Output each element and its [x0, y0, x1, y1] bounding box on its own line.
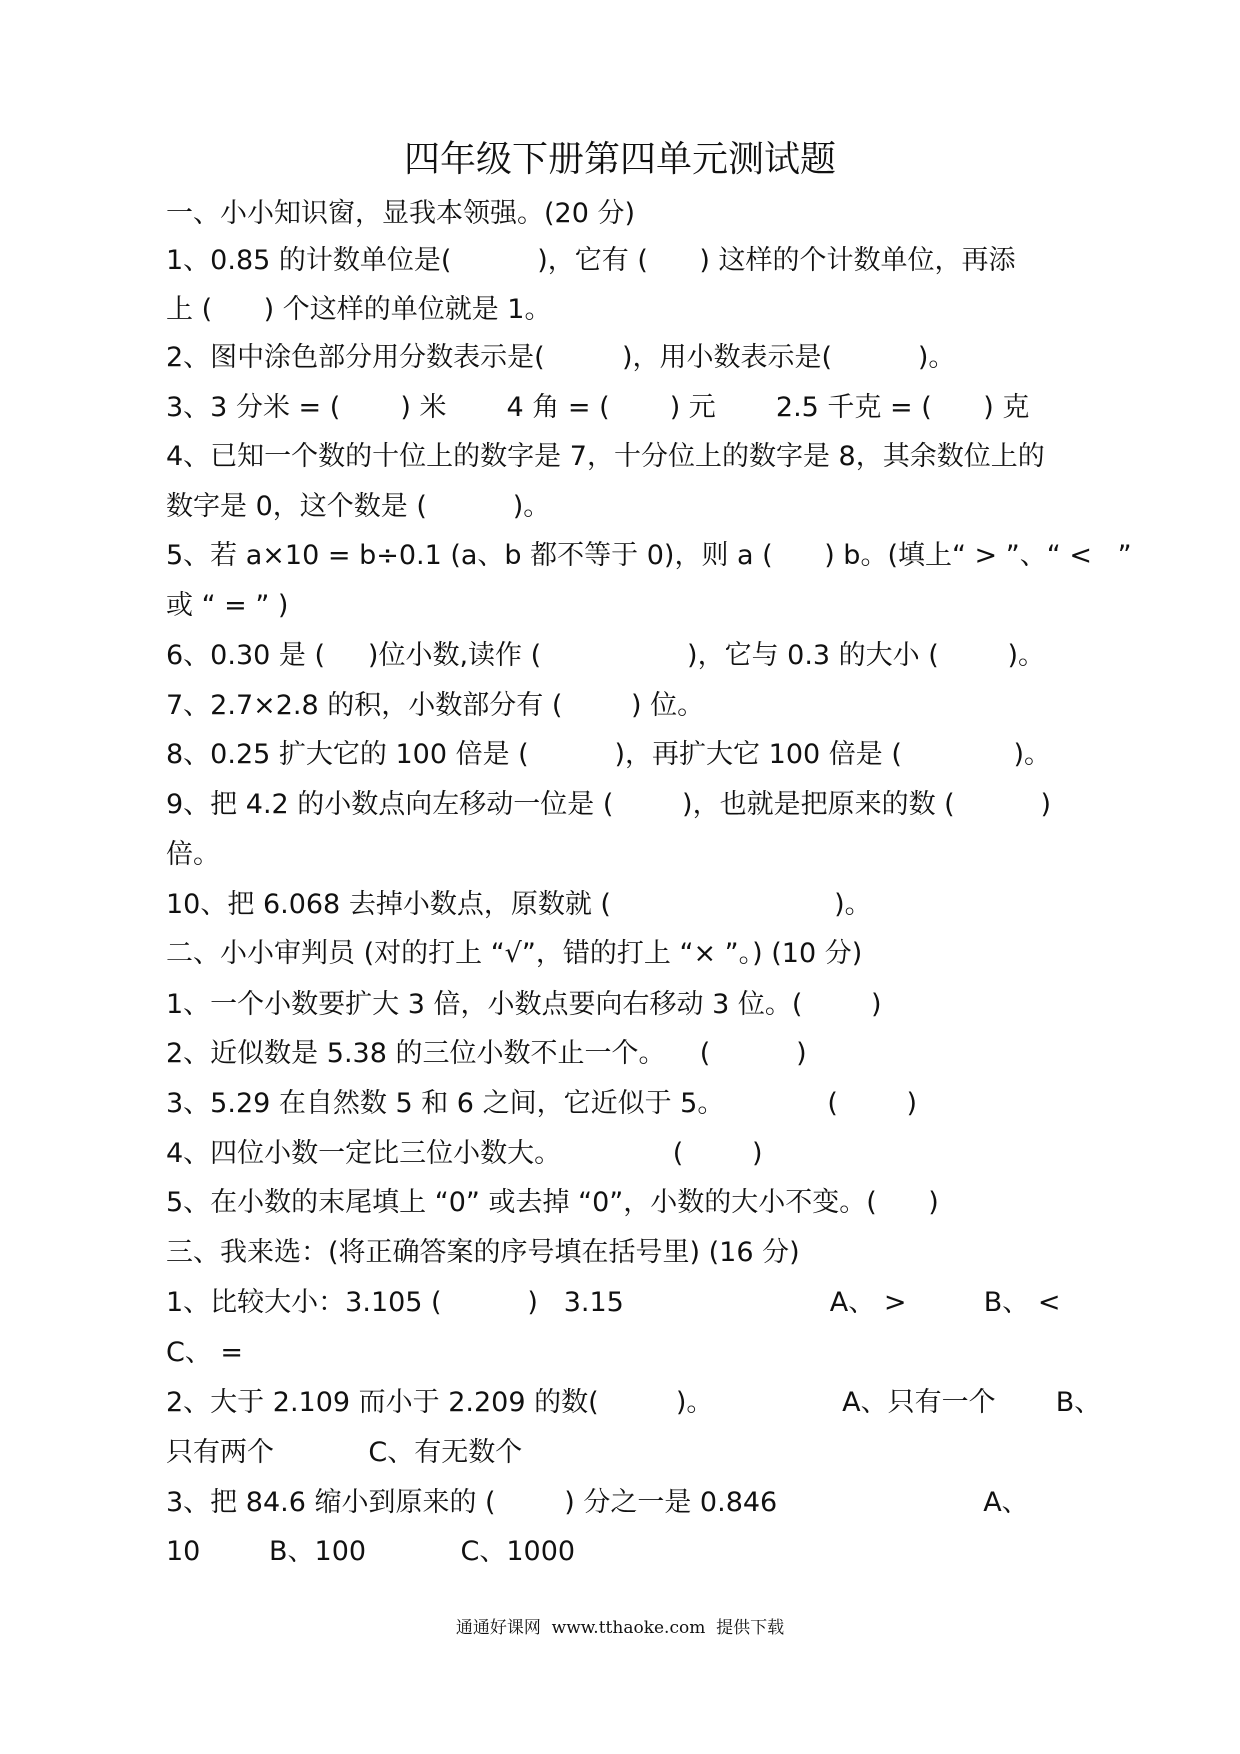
question-line: 5、在小数的末尾填上 “0” 或去掉 “0”，小数的大小不变。( ): [166, 1187, 939, 1218]
question-line: 4、四位小数一定比三位小数大。 ( ): [166, 1138, 763, 1169]
section-heading-2: 二、小小审判员 (对的打上 “√”，错的打上 “× ”。) (10 分): [166, 938, 863, 969]
question-line: 只有两个 C、有无数个: [166, 1437, 523, 1468]
section-heading-1: 一、小小知识窗，显我本领强。(20 分): [166, 198, 636, 229]
question-line: 6、0.30 是 ( )位小数,读作 ( )，它与 0.3 的大小 ( )。: [166, 640, 1045, 671]
question-line: 10、把 6.068 去掉小数点，原数就 ( )。: [166, 889, 872, 920]
question-line: 2、近似数是 5.38 的三位小数不止一个。 ( ): [166, 1038, 807, 1069]
question-line: 4、已知一个数的十位上的数字是 7，十分位上的数字是 8，其余数位上的: [166, 441, 1045, 472]
question-line: 10 B、100 C、1000: [166, 1536, 576, 1567]
footer-credit: 通通好课网 www.tthaoke.com 提供下载: [455, 1618, 785, 1638]
question-line: 3、3 分米 = ( ) 米 4 角 = ( ) 元 2.5 千克 = ( ) 克: [166, 392, 1030, 423]
question-line: 倍。: [166, 839, 220, 870]
question-line: 上 ( ) 个这样的单位就是 1。: [166, 294, 552, 325]
question-line: 2、大于 2.109 而小于 2.209 的数( )。 A、只有一个 B、: [166, 1387, 1102, 1418]
question-line: 或 “ = ” ): [166, 590, 289, 621]
question-line: 1、比较大小：3.105 ( ) 3.15 A、 > B、 <: [166, 1287, 1061, 1318]
question-line: 5、若 a×10 = b÷0.1 (a、b 都不等于 0)，则 a ( ) b。(填上“ > ”、“ < ”: [166, 540, 1132, 571]
page-title: 四年级下册第四单元测试题: [403, 139, 836, 180]
question-line: 数字是 0，这个数是 ( )。: [166, 491, 551, 522]
question-line: 9、把 4.2 的小数点向左移动一位是 ( )，也就是把原来的数 ( ): [166, 789, 1052, 820]
question-line: 1、0.85 的计数单位是( )，它有 ( ) 这样的个计数单位，再添: [166, 245, 1016, 276]
question-line: 2、图中涂色部分用分数表示是( )，用小数表示是( )。: [166, 342, 956, 373]
question-line: 1、一个小数要扩大 3 倍，小数点要向右移动 3 位。( ): [166, 989, 882, 1020]
question-line: 3、把 84.6 缩小到原来的 ( ) 分之一是 0.846 A、: [166, 1487, 1029, 1518]
question-line: 3、5.29 在自然数 5 和 6 之间，它近似于 5。 ( ): [166, 1088, 918, 1119]
section-heading-3: 三、我来选：(将正确答案的序号填在括号里) (16 分): [166, 1237, 800, 1268]
question-line: 8、0.25 扩大它的 100 倍是 ( )，再扩大它 100 倍是 ( )。: [166, 739, 1051, 770]
question-line: 7、2.7×2.8 的积，小数部分有 ( ) 位。: [166, 690, 705, 721]
question-line: C、 =: [166, 1337, 244, 1368]
